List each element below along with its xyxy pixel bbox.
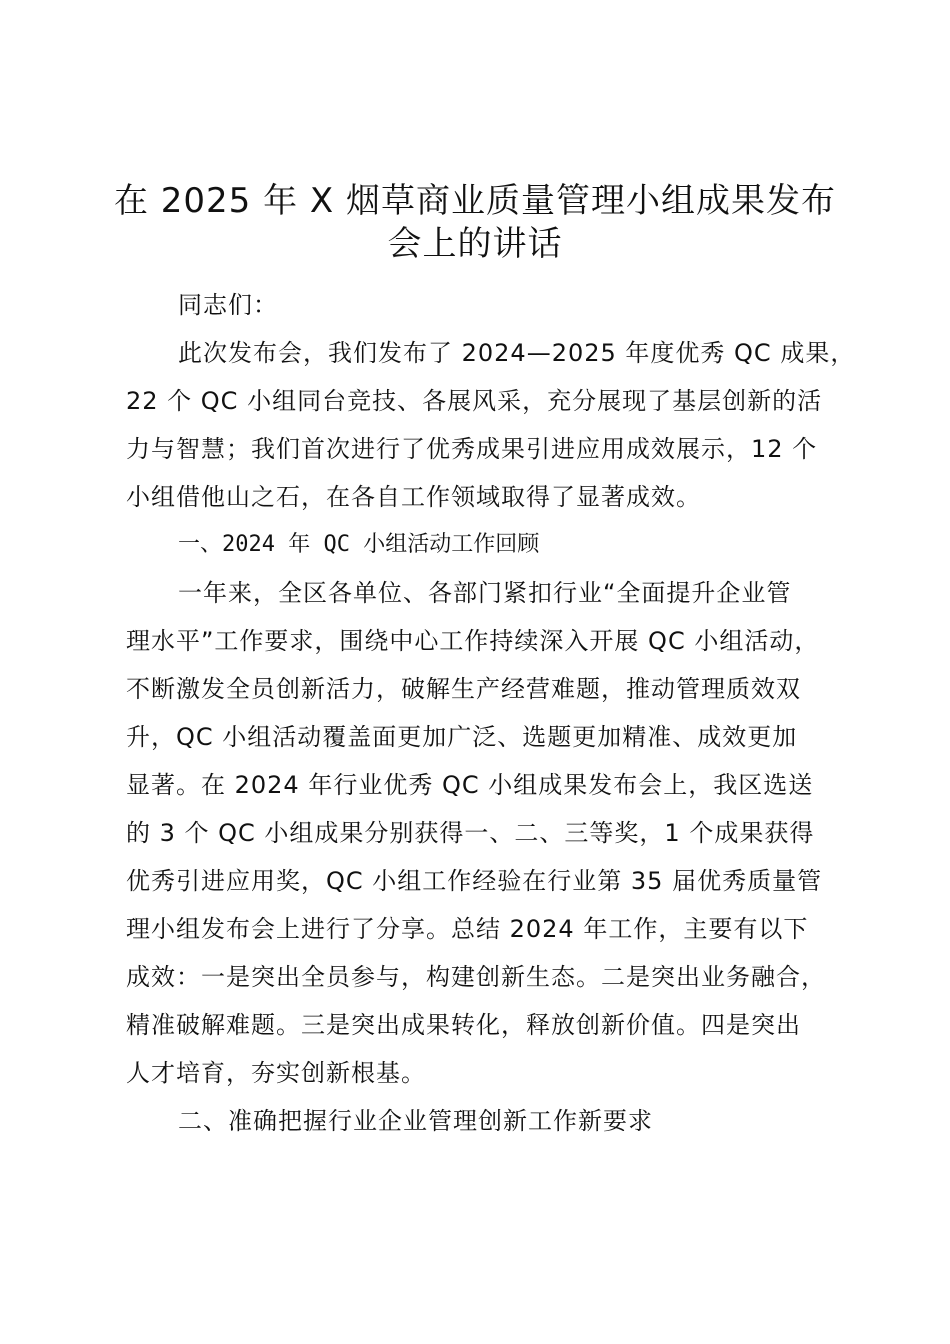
section1-line: 的 3 个 QC 小组成果分别获得一、二、三等奖，1 个成果获得 [126, 819, 815, 847]
intro-line: 22 个 QC 小组同台竞技、各展风采，充分展现了基层创新的活 [126, 387, 823, 415]
section1-line: 理水平”工作要求，围绕中心工作持续深入开展 QC 小组活动， [126, 627, 820, 655]
section1-line: 优秀引进应用奖，QC 小组工作经验在行业第 35 届优秀质量管 [126, 867, 823, 895]
section1-line: 显著。在 2024 年行业优秀 QC 小组成果发布会上，我区选送 [126, 771, 814, 799]
section1-line: 精准破解难题。三是突出成果转化，释放创新价值。四是突出 [126, 1011, 801, 1039]
section1-paragraph [126, 569, 856, 1097]
title-line-1: 在 2025 年 X 烟草商业质量管理小组成果发布 [113, 181, 837, 221]
salutation: 同志们： [178, 291, 278, 319]
intro-line: 力与智慧；我们首次进行了优秀成果引进应用成效展示，12 个 [126, 435, 818, 463]
section1-line: 成效：一是突出全员参与，构建创新生态。二是突出业务融合， [126, 963, 826, 991]
intro-line: 小组借他山之石，在各自工作领域取得了显著成效。 [126, 483, 701, 511]
section1-line: 人才培育，夯实创新根基。 [126, 1059, 426, 1087]
section2-heading: 二、准确把握行业企业管理创新工作新要求 [178, 1107, 653, 1135]
section1-line: 理小组发布会上进行了分享。总结 2024 年工作，主要有以下 [126, 915, 809, 943]
section1-line: 升，QC 小组活动覆盖面更加广泛、选题更加精准、成效更加 [126, 723, 798, 751]
section1-line: 一年来，全区各单位、各部门紧扣行业“全面提升企业管 [178, 579, 792, 607]
intro-paragraph [126, 329, 856, 521]
document-title [110, 180, 840, 266]
document-body [126, 281, 856, 1145]
title-line-2: 会上的讲话 [387, 224, 563, 264]
section1-heading: 一、2024 年 QC 小组活动工作回顾 [178, 532, 540, 557]
section1-line: 不断激发全员创新活力，破解生产经营难题，推动管理质效双 [126, 675, 801, 703]
intro-line: 此次发布会，我们发布了 2024—2025 年度优秀 QC 成果， [178, 339, 856, 367]
